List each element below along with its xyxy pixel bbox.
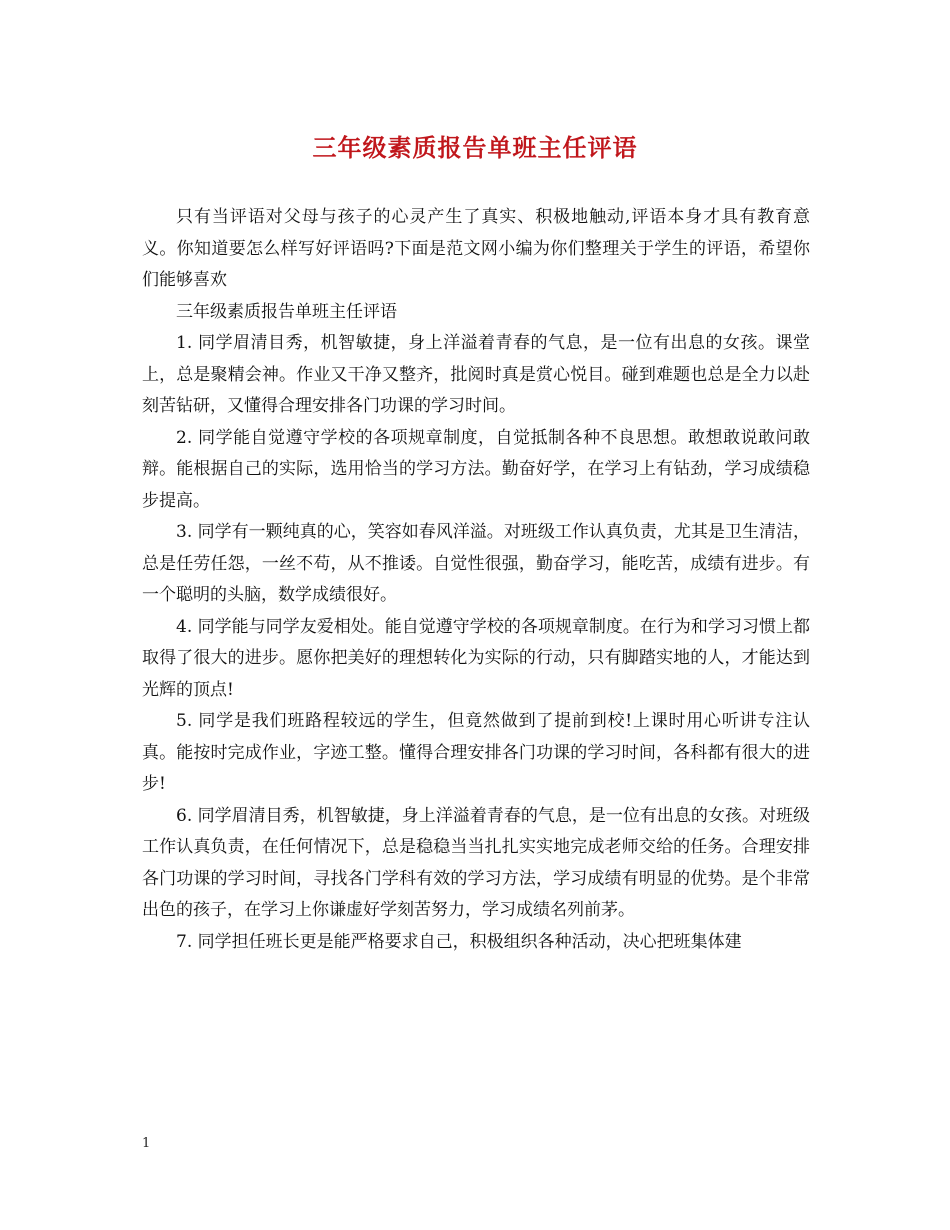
paragraph-subtitle: 三年级素质报告单班主任评语 (176, 301, 397, 322)
paragraph-comment-6: 6. 同学眉清目秀，机智敏捷，身上洋溢着青春的气息，是一位有出息的女孩。对班级工作认真负责，在任何情况下，总是稳稳当当扎扎实实地完成老师交给的任务。合理安排各门功课的学习时间，寻找各门学科有效的学习方法，学习成绩有明显的优势。是个非常出色的孩子，在学习上你谦虚好学刻苦努力，学习成绩名列前茅。 (142, 805, 810, 920)
paragraph-comment-3: 3. 同学有一颗纯真的心，笑容如春风洋溢。对班级工作认真负责，尤其是卫生清洁，总是任劳任怨，一丝不苟，从不推诿。自觉性很强，勤奋学习，能吃苦，成绩有进步。有一个聪明的头脑，数学成绩很好。 (142, 522, 810, 605)
paragraph-comment-2: 2. 同学能自觉遵守学校的各项规章制度，自觉抵制各种不良思想。敢想敢说敢问敢辩。能根据自己的实际，选用恰当的学习方法。勤奋好学，在学习上有钻劲，学习成绩稳步提高。 (142, 427, 810, 511)
paragraph-comment-1: 1. 同学眉清目秀，机智敏捷，身上洋溢着青春的气息，是一位有出息的女孩。课堂上，总是聚精会神。作业又干净又整齐，批阅时真是赏心悦目。碰到难题也总是全力以赴刻苦钻研，又懂得合理安排各门功课的学习时间。 (142, 333, 810, 416)
page-number: 1 (142, 1136, 151, 1151)
paragraph-comment-5: 5. 同学是我们班路程较远的学生，但竟然做到了提前到校!上课时用心听讲专注认真。能按时完成作业，字迹工整。懂得合理安排各门功课的学习时间，各科都有很大的进步! (142, 711, 810, 794)
paragraph-comment-4: 4. 同学能与同学友爱相处。能自觉遵守学校的各项规章制度。在行为和学习习惯上都取得了很大的进步。愿你把美好的理想转化为实际的行动，只有脚踏实地的人，才能达到光辉的顶点! (142, 616, 810, 700)
document-title: 三年级素质报告单班主任评语 (312, 133, 638, 162)
paragraph-comment-7: 7. 同学担任班长更是能严格要求自己，积极组织各种活动，决心把班集体建 (176, 931, 742, 952)
document-body (142, 202, 810, 958)
paragraph-intro: 只有当评语对父母与孩子的心灵产生了真实、积极地触动,评语本身才具有教育意义。你知道要怎么样写好评语吗?下面是范文网小编为你们整理关于学生的评语，希望你们能够喜欢 (142, 207, 810, 290)
